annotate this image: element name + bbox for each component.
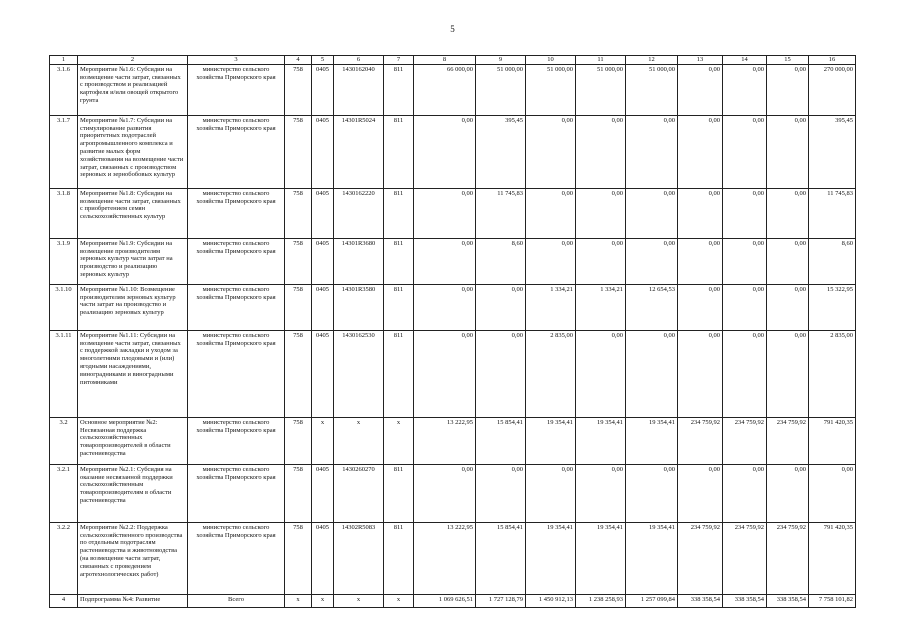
table-row <box>50 464 856 522</box>
amount-col-9: 11 745,83 <box>476 188 526 238</box>
budget-table <box>49 55 856 608</box>
activity-name: Мероприятие №1.11: Субсидии на возмещение части затрат, связанных с поддержкой закладки и уходом за многолетними плодовыми и (или) ягодными насаждениями, виноградниками и виноградными питомниками <box>78 330 188 417</box>
grbs-code: 758 <box>285 464 312 522</box>
amount-col-8: 0,00 <box>414 464 476 522</box>
amount-col-9: 395,45 <box>476 115 526 188</box>
column-number-row <box>50 56 856 65</box>
amount-col-8: 13 222,95 <box>414 522 476 594</box>
table-row <box>50 417 856 464</box>
amount-col-15: 0,00 <box>767 330 809 417</box>
activity-name: Мероприятие №1.10: Возмещение производителям зерновых культур части затрат на производство и реализацию зерновых культур <box>78 284 188 330</box>
amount-col-13: 0,00 <box>678 64 723 115</box>
row-number: 3.2 <box>50 417 78 464</box>
amount-col-15: 0,00 <box>767 188 809 238</box>
row-number: 3.1.11 <box>50 330 78 417</box>
expense-type-code: x <box>384 594 414 607</box>
amount-total: 791 420,35 <box>809 522 856 594</box>
section-code: 0405 <box>312 522 334 594</box>
activity-name: Мероприятие №1.6: Субсидии на возмещение части затрат, связанных с производством и реализацией картофеля и/или овощей открытого грунта <box>78 64 188 115</box>
section-code: 0405 <box>312 64 334 115</box>
amount-col-12: 0,00 <box>626 188 678 238</box>
amount-col-8: 0,00 <box>414 188 476 238</box>
amount-total: 15 322,95 <box>809 284 856 330</box>
amount-col-12: 0,00 <box>626 464 678 522</box>
table-row <box>50 115 856 188</box>
amount-col-12: 51 000,00 <box>626 64 678 115</box>
row-number: 4 <box>50 594 78 607</box>
section-code: 0405 <box>312 115 334 188</box>
activity-name: Подпрограмма №4: Развитие <box>78 594 188 607</box>
amount-col-8: 13 222,95 <box>414 417 476 464</box>
amount-col-12: 12 654,53 <box>626 284 678 330</box>
row-number: 3.2.1 <box>50 464 78 522</box>
amount-col-11: 51 000,00 <box>576 64 626 115</box>
row-number: 3.2.2 <box>50 522 78 594</box>
activity-name: Мероприятие №1.9: Субсидии на возмещение производителям зерновых культур части затрат на производство и реализацию зерновых культур <box>78 238 188 284</box>
amount-col-11: 1 334,21 <box>576 284 626 330</box>
table-row <box>50 522 856 594</box>
amount-col-9: 15 854,41 <box>476 522 526 594</box>
amount-col-10: 19 354,41 <box>526 522 576 594</box>
target-article-code: x <box>334 594 384 607</box>
grbs-code: 758 <box>285 284 312 330</box>
responsible-executor: министерство сельского хозяйства Приморского края <box>188 115 285 188</box>
amount-col-13: 0,00 <box>678 284 723 330</box>
expense-type-code: x <box>384 417 414 464</box>
column-number: 4 <box>285 56 312 65</box>
amount-col-14: 0,00 <box>723 330 767 417</box>
grbs-code: 758 <box>285 238 312 284</box>
row-number: 3.1.7 <box>50 115 78 188</box>
amount-col-11: 0,00 <box>576 238 626 284</box>
amount-col-14: 234 759,92 <box>723 522 767 594</box>
amount-col-13: 338 358,54 <box>678 594 723 607</box>
amount-col-15: 0,00 <box>767 464 809 522</box>
amount-col-12: 0,00 <box>626 115 678 188</box>
grbs-code: 758 <box>285 188 312 238</box>
column-number: 2 <box>78 56 188 65</box>
amount-col-12: 19 354,41 <box>626 417 678 464</box>
target-article-code: 1430162530 <box>334 330 384 417</box>
expense-type-code: 811 <box>384 464 414 522</box>
amount-total: 0,00 <box>809 464 856 522</box>
grbs-code: 758 <box>285 64 312 115</box>
amount-col-10: 0,00 <box>526 115 576 188</box>
amount-col-8: 0,00 <box>414 115 476 188</box>
column-number: 7 <box>384 56 414 65</box>
amount-col-14: 0,00 <box>723 238 767 284</box>
amount-col-8: 0,00 <box>414 284 476 330</box>
column-number: 8 <box>414 56 476 65</box>
expense-type-code: 811 <box>384 188 414 238</box>
amount-col-14: 0,00 <box>723 64 767 115</box>
expense-type-code: 811 <box>384 115 414 188</box>
amount-col-11: 0,00 <box>576 115 626 188</box>
amount-col-8: 66 000,00 <box>414 64 476 115</box>
amount-col-9: 51 000,00 <box>476 64 526 115</box>
amount-col-15: 0,00 <box>767 284 809 330</box>
responsible-executor: министерство сельского хозяйства Приморского края <box>188 238 285 284</box>
grbs-code: 758 <box>285 330 312 417</box>
page-number: 5 <box>450 24 455 34</box>
responsible-executor: министерство сельского хозяйства Приморского края <box>188 417 285 464</box>
table-row <box>50 238 856 284</box>
row-number: 3.1.6 <box>50 64 78 115</box>
table-row <box>50 284 856 330</box>
section-code: x <box>312 417 334 464</box>
amount-total: 270 000,00 <box>809 64 856 115</box>
amount-col-13: 234 759,92 <box>678 417 723 464</box>
responsible-executor: министерство сельского хозяйства Приморского края <box>188 188 285 238</box>
responsible-executor: министерство сельского хозяйства Приморского края <box>188 284 285 330</box>
responsible-executor: министерство сельского хозяйства Приморского края <box>188 330 285 417</box>
table-row <box>50 594 856 607</box>
expense-type-code: 811 <box>384 522 414 594</box>
column-number: 16 <box>809 56 856 65</box>
amount-col-9: 15 854,41 <box>476 417 526 464</box>
target-article-code: 1430162040 <box>334 64 384 115</box>
section-code: 0405 <box>312 238 334 284</box>
responsible-executor: министерство сельского хозяйства Приморского края <box>188 64 285 115</box>
expense-type-code: 811 <box>384 64 414 115</box>
amount-total: 395,45 <box>809 115 856 188</box>
amount-col-13: 234 759,92 <box>678 522 723 594</box>
target-article-code: 1430162220 <box>334 188 384 238</box>
target-article-code: 14301R3580 <box>334 284 384 330</box>
amount-col-11: 0,00 <box>576 464 626 522</box>
amount-col-9: 8,60 <box>476 238 526 284</box>
amount-col-10: 2 835,00 <box>526 330 576 417</box>
amount-col-13: 0,00 <box>678 330 723 417</box>
section-code: 0405 <box>312 330 334 417</box>
amount-col-10: 51 000,00 <box>526 64 576 115</box>
amount-col-8: 1 069 626,51 <box>414 594 476 607</box>
column-number: 6 <box>334 56 384 65</box>
column-number: 1 <box>50 56 78 65</box>
grbs-code: 758 <box>285 115 312 188</box>
column-number: 13 <box>678 56 723 65</box>
amount-col-14: 338 358,54 <box>723 594 767 607</box>
amount-col-14: 0,00 <box>723 115 767 188</box>
target-article-code: 14302R5083 <box>334 522 384 594</box>
amount-col-11: 0,00 <box>576 188 626 238</box>
amount-col-14: 0,00 <box>723 188 767 238</box>
expense-type-code: 811 <box>384 330 414 417</box>
amount-col-10: 1 334,21 <box>526 284 576 330</box>
row-number: 3.1.9 <box>50 238 78 284</box>
row-number: 3.1.8 <box>50 188 78 238</box>
column-number: 3 <box>188 56 285 65</box>
amount-col-9: 0,00 <box>476 284 526 330</box>
amount-col-9: 1 727 128,79 <box>476 594 526 607</box>
activity-name: Основное мероприятие №2: Несвязанная поддержка сельскохозяйственных товаропроизводителей в области растениеводства <box>78 417 188 464</box>
amount-col-11: 19 354,41 <box>576 522 626 594</box>
amount-col-14: 234 759,92 <box>723 417 767 464</box>
amount-col-12: 0,00 <box>626 330 678 417</box>
target-article-code: 1430260270 <box>334 464 384 522</box>
activity-name: Мероприятие №1.8: Субсидии на возмещение части затрат, связанных с приобретением семян сельскохозяйственных культур <box>78 188 188 238</box>
responsible-executor: Всего <box>188 594 285 607</box>
amount-col-10: 0,00 <box>526 238 576 284</box>
amount-col-12: 0,00 <box>626 238 678 284</box>
amount-col-15: 0,00 <box>767 64 809 115</box>
target-article-code: x <box>334 417 384 464</box>
section-code: 0405 <box>312 464 334 522</box>
table-row <box>50 330 856 417</box>
amount-col-9: 0,00 <box>476 330 526 417</box>
table-row <box>50 64 856 115</box>
amount-total: 7 758 101,82 <box>809 594 856 607</box>
amount-col-11: 19 354,41 <box>576 417 626 464</box>
amount-col-8: 0,00 <box>414 238 476 284</box>
amount-col-10: 0,00 <box>526 188 576 238</box>
amount-col-13: 0,00 <box>678 188 723 238</box>
amount-total: 8,60 <box>809 238 856 284</box>
amount-col-11: 1 238 258,93 <box>576 594 626 607</box>
column-number: 10 <box>526 56 576 65</box>
target-article-code: 14301R5024 <box>334 115 384 188</box>
grbs-code: 758 <box>285 522 312 594</box>
amount-col-15: 234 759,92 <box>767 417 809 464</box>
activity-name: Мероприятие №1.7: Субсидии на стимулирование развития приоритетных подотраслей агропромышленного комплекса и развитие малых форм хозяйствования на возмещение части затрат, связанных с производством зерновых и зернобобовых культур <box>78 115 188 188</box>
amount-col-14: 0,00 <box>723 284 767 330</box>
amount-total: 791 420,35 <box>809 417 856 464</box>
amount-col-14: 0,00 <box>723 464 767 522</box>
target-article-code: 14301R3680 <box>334 238 384 284</box>
section-code: 0405 <box>312 284 334 330</box>
section-code: x <box>312 594 334 607</box>
amount-col-13: 0,00 <box>678 464 723 522</box>
amount-col-10: 19 354,41 <box>526 417 576 464</box>
column-number: 11 <box>576 56 626 65</box>
expense-type-code: 811 <box>384 284 414 330</box>
responsible-executor: министерство сельского хозяйства Приморского края <box>188 464 285 522</box>
amount-col-15: 338 358,54 <box>767 594 809 607</box>
activity-name: Мероприятие №2.2: Поддержка сельскохозяйственного производства по отдельным подотраслям растениеводства и животноводства (на возмещение части затрат, связанных с проведением агротехнологических работ) <box>78 522 188 594</box>
column-number: 15 <box>767 56 809 65</box>
section-code: 0405 <box>312 188 334 238</box>
amount-total: 11 745,83 <box>809 188 856 238</box>
column-number: 12 <box>626 56 678 65</box>
amount-col-8: 0,00 <box>414 330 476 417</box>
column-number: 14 <box>723 56 767 65</box>
responsible-executor: министерство сельского хозяйства Приморского края <box>188 522 285 594</box>
amount-col-9: 0,00 <box>476 464 526 522</box>
row-number: 3.1.10 <box>50 284 78 330</box>
activity-name: Мероприятие №2.1: Субсидия на оказание несвязанной поддержки сельскохозяйственным товаропроизводителям в области растениеводства <box>78 464 188 522</box>
expense-type-code: 811 <box>384 238 414 284</box>
grbs-code: 758 <box>285 417 312 464</box>
amount-col-13: 0,00 <box>678 115 723 188</box>
amount-col-15: 234 759,92 <box>767 522 809 594</box>
amount-col-13: 0,00 <box>678 238 723 284</box>
amount-col-11: 0,00 <box>576 330 626 417</box>
table-row <box>50 188 856 238</box>
amount-col-12: 1 257 099,84 <box>626 594 678 607</box>
amount-total: 2 835,00 <box>809 330 856 417</box>
column-number: 5 <box>312 56 334 65</box>
amount-col-10: 0,00 <box>526 464 576 522</box>
amount-col-15: 0,00 <box>767 238 809 284</box>
amount-col-12: 19 354,41 <box>626 522 678 594</box>
grbs-code: x <box>285 594 312 607</box>
amount-col-10: 1 450 912,13 <box>526 594 576 607</box>
amount-col-15: 0,00 <box>767 115 809 188</box>
column-number: 9 <box>476 56 526 65</box>
